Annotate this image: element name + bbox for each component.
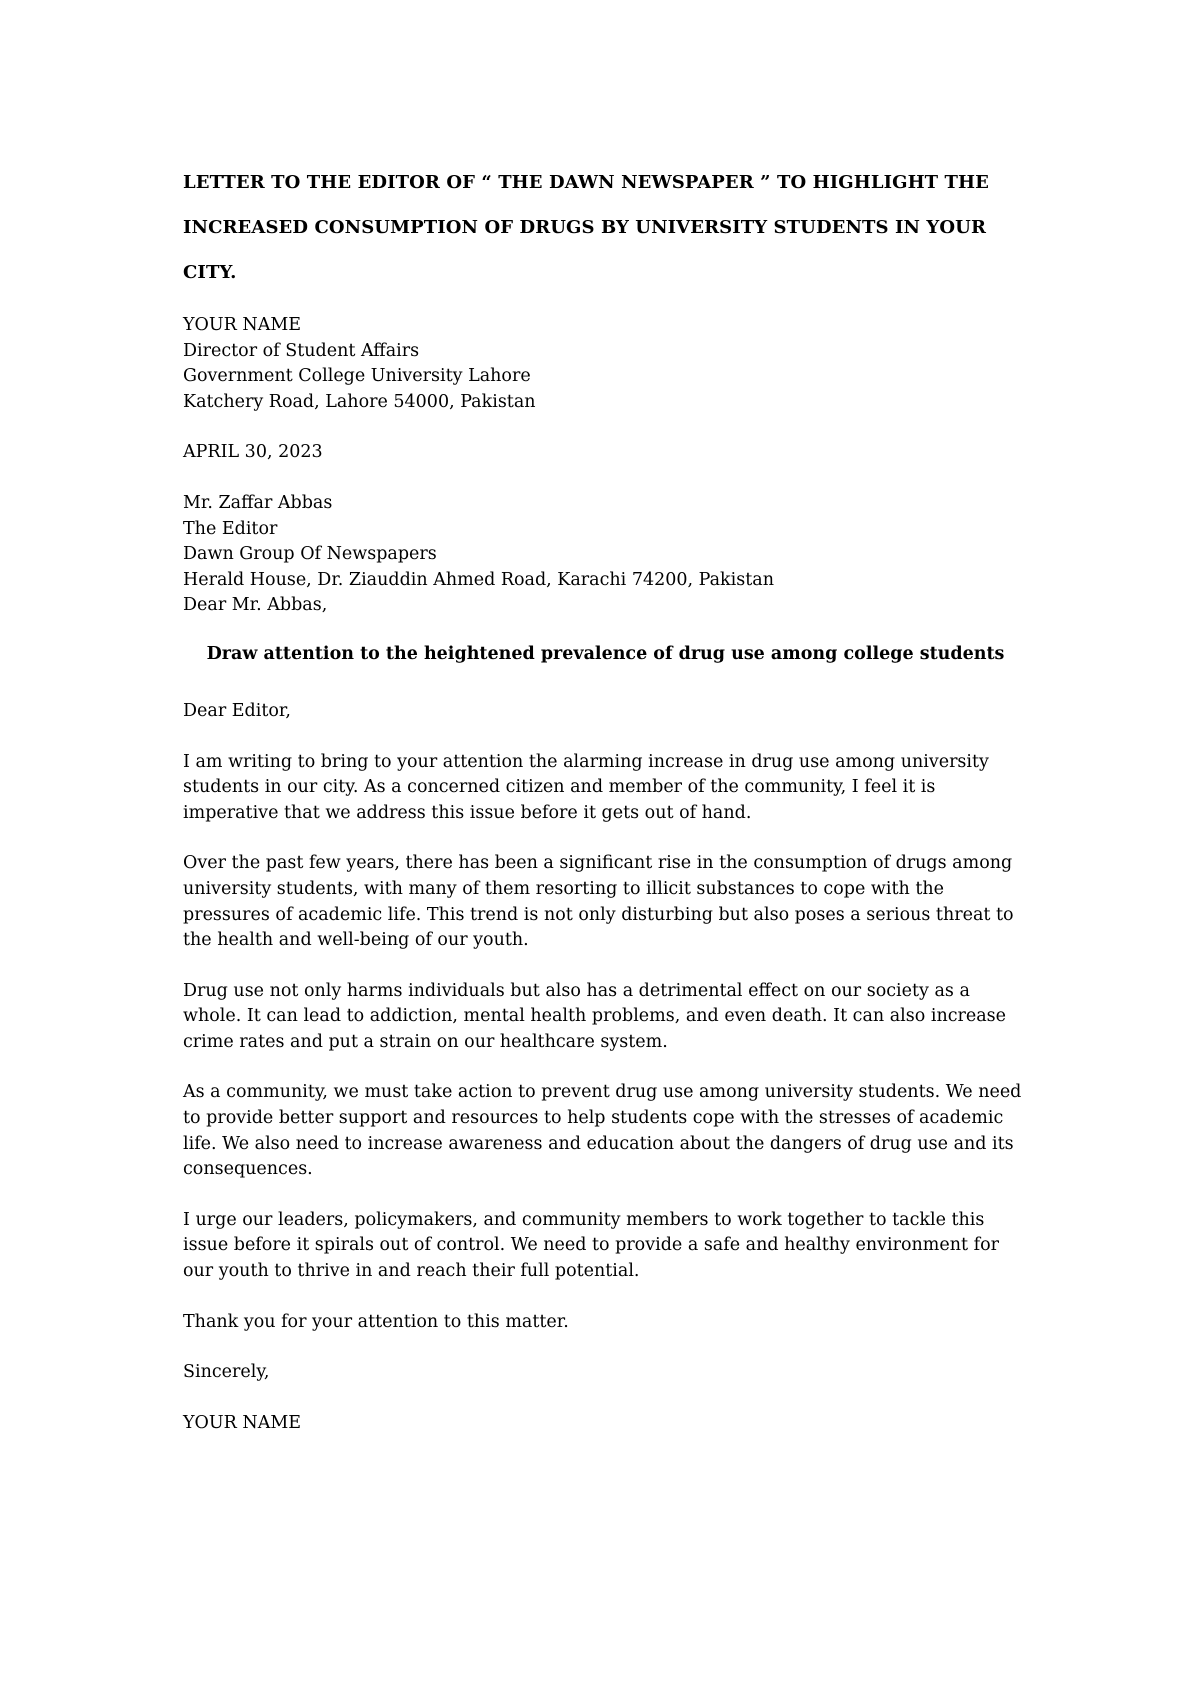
body-paragraph: I am writing to bring to your attention the alarming increase in drug use among university students in our city. As a concerned citizen and member of the community, I feel it is imperative that we address this issue before it gets out of hand. xyxy=(183,751,989,823)
letter-subject: Draw attention to the heightened prevalence of drug use among college students xyxy=(206,643,1005,664)
recipient-address-block xyxy=(183,491,1028,619)
letter-body xyxy=(183,160,1028,1436)
sender-name: YOUR NAME xyxy=(183,315,302,335)
recipient-organization: Dawn Group Of Newspapers xyxy=(183,544,437,565)
recipient-title: The Editor xyxy=(183,518,278,539)
sender-institution: Government College University Lahore xyxy=(183,366,531,387)
recipient-salutation: Dear Mr. Abbas, xyxy=(183,595,328,616)
sender-address-block xyxy=(183,313,1028,415)
sender-title: Director of Student Affairs xyxy=(183,340,420,361)
body-paragraph: Drug use not only harms individuals but also has a detrimental effect on our society as a whole. It can lead to addiction, mental health problems, and even death. It can also increase crime rates and put a strain on our healthcare system. xyxy=(183,980,1007,1052)
letter-date: APRIL 30, 2023 xyxy=(183,442,323,463)
body-paragraph: I urge our leaders, policymakers, and community members to work together to tackle this issue before it spirals out of control. We need to provide a safe and healthy environment for our youth to thrive in and reach their full potential. xyxy=(183,1209,999,1282)
body-paragraph: As a community, we must take action to prevent drug use among university students. We need to provide better support and resources to help students cope with the stresses of academic life. We also need to increase awareness and education about the dangers of drug use and its consequences. xyxy=(183,1082,1022,1180)
recipient-address: Herald House, Dr. Ziauddin Ahmed Road, Karachi 74200, Pakistan xyxy=(183,569,774,590)
letter-heading: LETTER TO THE EDITOR OF “ THE DAWN NEWSPAPER ” TO HIGHLIGHT THE INCREASED CONSUMPTION OF DRUGS BY UNIVERSITY STUDENTS IN YOUR CITY. xyxy=(183,172,989,283)
body-paragraph: Thank you for your attention to this matter. xyxy=(183,1311,569,1332)
sender-address: Katchery Road, Lahore 54000, Pakistan xyxy=(183,391,536,412)
recipient-name: Mr. Zaffar Abbas xyxy=(183,492,333,513)
signature-name: YOUR NAME xyxy=(183,1412,302,1433)
closing: Sincerely, xyxy=(183,1362,270,1383)
body-paragraph: Over the past few years, there has been a significant rise in the consumption of drugs among university students, with many of them resorting to illicit substances to cope with the pressures of academic life. This trend is not only disturbing but also poses a serious threat to the health and well-being of our youth. xyxy=(183,853,1014,951)
greeting: Dear Editor, xyxy=(183,700,291,721)
